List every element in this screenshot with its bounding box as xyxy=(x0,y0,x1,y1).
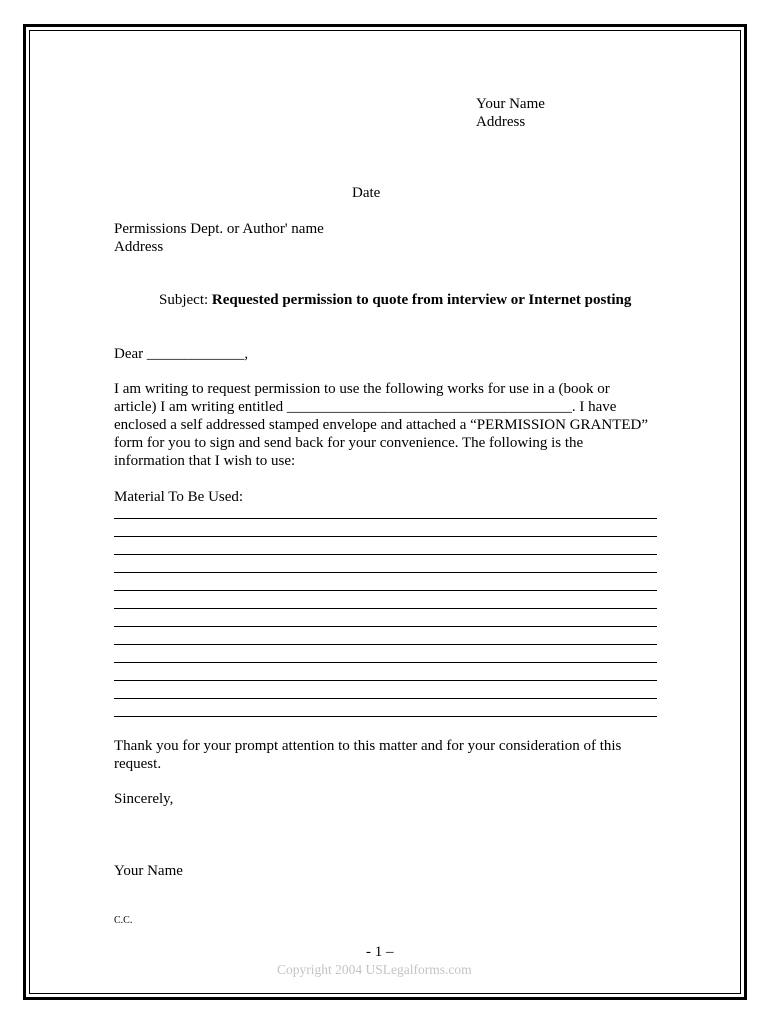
cc-label: C.C. xyxy=(114,915,133,926)
material-blank-line xyxy=(114,626,657,627)
material-blank-line xyxy=(114,680,657,681)
material-blank-line xyxy=(114,554,657,555)
copyright-notice: Copyright 2004 USLegalforms.com xyxy=(277,962,472,977)
material-blank-line xyxy=(114,716,657,717)
material-blank-line xyxy=(114,698,657,699)
sign-off: Sincerely, xyxy=(114,791,174,807)
material-blank-line xyxy=(114,536,657,537)
material-blank-line xyxy=(114,608,657,609)
recipient-address: Address xyxy=(114,239,164,255)
material-blank-line xyxy=(114,662,657,663)
page-border-inner xyxy=(29,30,741,994)
material-blank-line xyxy=(114,572,657,573)
subject-text: Requested permission to quote from interview or Internet posting xyxy=(211,292,632,308)
subject-line xyxy=(159,291,631,309)
body-line-4: form for you to sign and send back for your convenience. The following is the xyxy=(114,435,584,451)
recipient-name: Permissions Dept. or Author' name xyxy=(114,221,324,237)
material-blank-line xyxy=(114,590,657,591)
sender-name: Your Name xyxy=(476,96,545,112)
material-blank-line xyxy=(114,644,657,645)
closing-line-2: request. xyxy=(114,756,162,772)
material-blank-line xyxy=(114,518,657,519)
body-line-5: information that I wish to use: xyxy=(114,453,296,469)
material-label: Material To Be Used: xyxy=(114,489,244,505)
letter-date: Date xyxy=(352,185,381,201)
closing-line-1: Thank you for your prompt attention to this matter and for your consideration of this xyxy=(114,738,622,754)
body-line-3: enclosed a self addressed stamped envelope and attached a “PERMISSION GRANTED” xyxy=(114,417,649,433)
salutation: Dear _____________, xyxy=(114,346,249,362)
subject-label: Subject: xyxy=(159,292,209,308)
signature-name: Your Name xyxy=(114,863,183,879)
body-line-1: I am writing to request permission to use the following works for use in a (book or xyxy=(114,381,610,397)
sender-address: Address xyxy=(476,114,526,130)
page-number: - 1 – xyxy=(366,944,394,960)
body-line-2: article) I am writing entitled ______________________________________. I have xyxy=(114,399,617,415)
